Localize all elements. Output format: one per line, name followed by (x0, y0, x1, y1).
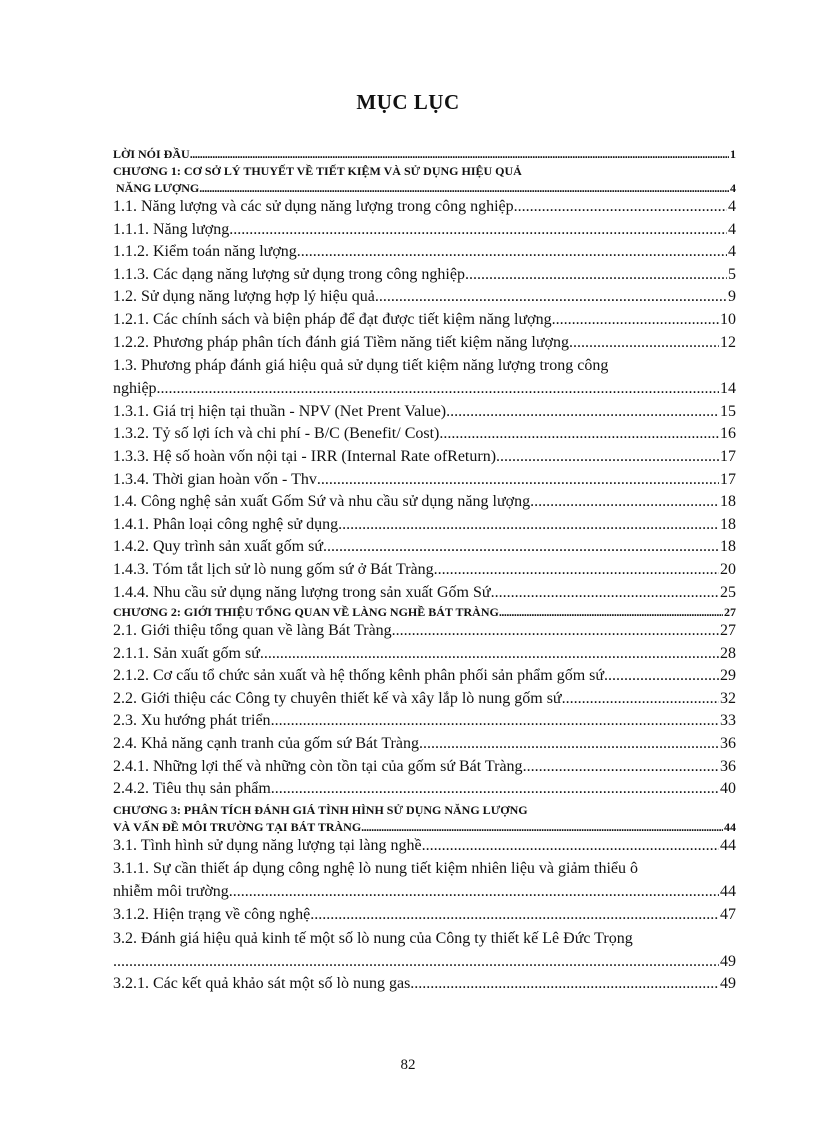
toc-entry-label: 2.1.2. Cơ cấu tổ chức sản xuất và hệ thống kênh phân phối sản phẩm gốm sứ (113, 667, 605, 685)
toc-entry-label: VÀ VẤN ĐỀ MÔI TRƯỜNG TẠI BÁT TRÀNG (113, 819, 362, 834)
dot-leader (229, 219, 727, 242)
toc-entry-page: 16 (720, 425, 736, 443)
toc-entry-3-1-2 (113, 904, 736, 927)
toc-entry-label: 1.1.1. Năng lượng (113, 220, 230, 238)
dot-leader (310, 904, 719, 927)
dot-leader (199, 180, 729, 196)
toc-entry-page: 17 (720, 447, 736, 465)
toc-chapter-2 (113, 604, 736, 620)
dot-leader (562, 688, 719, 711)
toc-entry-page: 20 (720, 560, 736, 578)
toc-entry-label: 3.2.1. Các kết quả khảo sát một số lò nung gas (113, 975, 411, 993)
dot-leader (552, 309, 719, 332)
toc-entry-label: 1.3.1. Giá trị hiện tại thuần - NPV (Net Prent Value) (113, 402, 447, 420)
toc-entry-label: 3.1. Tình hình sử dụng năng lượng tại làng nghề (113, 836, 422, 854)
toc-entry-label: 1.1.2. Kiểm toán năng lượng (113, 243, 297, 261)
toc-entry-page: 44 (724, 819, 736, 834)
toc-entry-1-1-3 (113, 264, 736, 287)
toc-chapter-1 (113, 180, 736, 196)
toc-entry-page: 27 (720, 622, 736, 640)
dot-leader (523, 756, 719, 779)
dot-leader (113, 951, 719, 974)
toc-entry-1-4-4 (113, 582, 736, 605)
toc-entry-page: 9 (728, 288, 736, 306)
toc-entry-label: nhiễm môi trường (113, 883, 229, 901)
toc-entry-page: 27 (724, 605, 736, 620)
toc-entry-label: 1.3.3. Hệ số hoàn vốn nội tại - IRR (Internal Rate ofReturn) (113, 447, 497, 465)
toc-entry-1-4-3 (113, 559, 736, 582)
toc-entry-page: 4 (730, 181, 736, 195)
toc-entry-page: 33 (720, 712, 736, 730)
toc-entry-2-1 (113, 620, 736, 643)
toc-entry-page: 49 (720, 952, 736, 970)
toc-entry-page: 17 (720, 470, 736, 488)
toc-entry-2-4 (113, 733, 736, 756)
toc-entry-1-3-4 (113, 469, 736, 492)
toc-entry-1-4-2 (113, 536, 736, 559)
dot-leader (338, 514, 719, 537)
toc-entry-2-3 (113, 710, 736, 733)
toc-entry-1-3-2 (113, 423, 736, 446)
toc-entry-page: 4 (728, 220, 736, 238)
toc-entry-page: 15 (720, 402, 736, 420)
toc-entry-label: 1.2.2. Phương pháp phân tích đánh giá Tiềm năng tiết kiệm năng lượng (113, 333, 569, 351)
dot-leader (530, 491, 719, 514)
toc-chapter-3-heading: CHƯƠNG 3: PHÂN TÍCH ĐÁNH GIÁ TÌNH HÌNH SỬ DỤNG NĂNG LƯỢNG (113, 802, 528, 817)
dot-leader (491, 582, 719, 605)
toc-entry-page: 32 (720, 689, 736, 707)
toc-entry-1-2-2 (113, 332, 736, 355)
toc-entry-1-3-1 (113, 401, 736, 424)
toc-entry-2-1-1 (113, 643, 736, 666)
toc-entry-label: 1.4. Công nghệ sản xuất Gốm Sứ và nhu cầu sử dụng năng lượng (113, 493, 531, 511)
dot-leader (190, 146, 729, 162)
toc-entry-page: 4 (728, 243, 736, 261)
page-title: MỤC LỤC (356, 90, 460, 114)
toc-entry-1-3-3 (113, 446, 736, 469)
toc-entry-label: 2.1. Giới thiệu tổng quan về làng Bát Tràng (113, 622, 392, 640)
dot-leader (392, 620, 719, 643)
toc-entry-2-2 (113, 688, 736, 711)
toc-entry-page: 47 (720, 906, 736, 924)
toc-entry-label: 1.2. Sử dụng năng lượng hợp lý hiệu quả (113, 288, 375, 306)
toc-entry-3-1 (113, 835, 736, 858)
toc-entry-label: 1.1. Năng lượng và các sử dụng năng lượng trong công nghiệp (113, 198, 514, 215)
dot-leader (604, 665, 719, 688)
dot-leader (323, 536, 719, 559)
toc-entry-1-1-1 (113, 219, 736, 242)
toc-entry-label: 3.1.2. Hiện trạng về công nghệ (113, 906, 311, 924)
toc-entry-2-1-2 (113, 665, 736, 688)
toc-entry-page: 10 (720, 310, 736, 328)
toc-entry-1-1-2 (113, 241, 736, 264)
toc-entry-page: 40 (720, 780, 736, 798)
dot-leader (514, 196, 727, 219)
toc-chapter-1-heading: CHƯƠNG 1: CƠ SỞ LÝ THUYẾT VỀ TIẾT KIỆM VÀ SỬ DỤNG HIỆU QUẢ (113, 164, 522, 178)
toc-entry-2-4-2 (113, 778, 736, 801)
dot-leader (361, 819, 723, 835)
toc-entry-label: 1.3.2. Tỷ số lợi ích và chi phí - B/C (Benefit/ Cost) (113, 425, 440, 443)
dot-leader (446, 401, 719, 424)
dot-leader (422, 835, 719, 858)
toc-entry-label: 2.4.1. Những lợi thế và những còn tồn tại của gốm sứ Bát Tràng (113, 757, 523, 775)
toc-entry-loi-noi-dau (113, 146, 736, 162)
toc-entry-page: 25 (720, 583, 736, 601)
dot-leader (419, 733, 719, 756)
toc-entry-label: 1.4.2. Quy trình sản xuất gốm sứ (113, 538, 323, 556)
toc-entry-page: 4 (728, 198, 736, 215)
toc-entry-label: CHƯƠNG 2: GIỚI THIỆU TỔNG QUAN VỀ LÀNG NGHỀ BÁT TRÀNG (113, 605, 499, 620)
toc-entry-label: 1.4.3. Tóm tắt lịch sử lò nung gốm sứ ở Bát Tràng (113, 560, 434, 578)
toc-entry-label: 1.2.1. Các chính sách và biện pháp để đạt được tiết kiệm năng lượng (113, 310, 552, 328)
toc-entry-label: 1.3.4. Thời gian hoàn vốn - Thv (113, 470, 317, 488)
toc-entry-page: 49 (720, 975, 736, 993)
toc-entry-label: 1.4.1. Phân loại công nghệ sử dụng (113, 515, 339, 533)
toc-entry-page: 18 (720, 515, 736, 533)
dot-leader (229, 881, 719, 904)
dot-leader (496, 446, 719, 469)
toc-entry-2-4-1 (113, 756, 736, 779)
toc-entry-label: NĂNG LƯỢNG (116, 181, 200, 195)
toc-entry-1-3-heading: 1.3. Phương pháp đánh giá hiệu quả sử dụng tiết kiệm năng lượng trong công (113, 357, 609, 375)
toc-entry-page: 1 (730, 147, 736, 161)
toc-entry-3-2-1 (113, 973, 736, 996)
dot-leader (271, 710, 719, 733)
toc-entry-page: 5 (728, 265, 736, 283)
toc-entry-1-1 (113, 196, 736, 219)
dot-leader (465, 264, 727, 287)
dot-leader (499, 604, 723, 620)
toc-entry-page: 44 (720, 883, 736, 901)
toc-entry-page: 28 (720, 644, 736, 662)
toc-entry-page: 14 (720, 380, 736, 398)
table-of-contents (113, 146, 736, 996)
toc-entry-label: 2.1.1. Sản xuất gốm sứ (113, 644, 260, 662)
toc-entry-page: 12 (720, 333, 736, 351)
toc-entry-3-2-heading: 3.2. Đánh giá hiệu quả kinh tế một số lò nung của Công ty thiết kế Lê Đức Trọng (113, 929, 633, 947)
toc-entry-1-3 (113, 378, 736, 401)
toc-entry-page: 29 (720, 667, 736, 685)
toc-entry-3-2 (113, 951, 736, 974)
toc-entry-1-2-1 (113, 309, 736, 332)
toc-entry-page: 36 (720, 757, 736, 775)
dot-leader (317, 469, 719, 492)
dot-leader (297, 241, 727, 264)
toc-entry-label: 2.4. Khả năng cạnh tranh của gốm sứ Bát Tràng (113, 735, 419, 753)
dot-leader (375, 286, 727, 309)
toc-entry-label: 1.4.4. Nhu cầu sử dụng năng lượng trong sản xuất Gốm Sứ (113, 583, 491, 601)
dot-leader (569, 332, 719, 355)
toc-entry-label: 2.2. Giới thiệu các Công ty chuyên thiết kế và xây lắp lò nung gốm sứ (113, 689, 562, 707)
toc-entry-1-4 (113, 491, 736, 514)
toc-entry-label: 2.3. Xu hướng phát triển (113, 712, 271, 730)
toc-entry-page: 36 (720, 735, 736, 753)
toc-entry-label: LỜI NÓI ĐẦU (113, 147, 190, 161)
dot-leader (434, 559, 719, 582)
toc-entry-3-1-1-heading: 3.1.1. Sự cần thiết áp dụng công nghệ lò nung tiết kiệm nhiên liệu và giảm thiểu ô (113, 860, 639, 878)
dot-leader (439, 423, 719, 446)
toc-entry-page: 18 (720, 538, 736, 556)
toc-entry-1-2 (113, 286, 736, 309)
page-number: 82 (400, 1057, 416, 1073)
dot-leader (260, 643, 719, 666)
toc-entry-label: 1.1.3. Các dạng năng lượng sử dụng trong công nghiệp (113, 265, 465, 283)
toc-chapter-3 (113, 819, 736, 835)
dot-leader (271, 778, 719, 801)
toc-entry-3-1-1 (113, 881, 736, 904)
toc-entry-label: nghiệp (113, 380, 157, 398)
toc-entry-1-4-1 (113, 514, 736, 537)
dot-leader (410, 973, 719, 996)
dot-leader (157, 378, 719, 401)
toc-entry-page: 44 (720, 836, 736, 854)
toc-entry-label: 2.4.2. Tiêu thụ sản phẩm (113, 780, 271, 798)
toc-entry-page: 18 (720, 493, 736, 511)
